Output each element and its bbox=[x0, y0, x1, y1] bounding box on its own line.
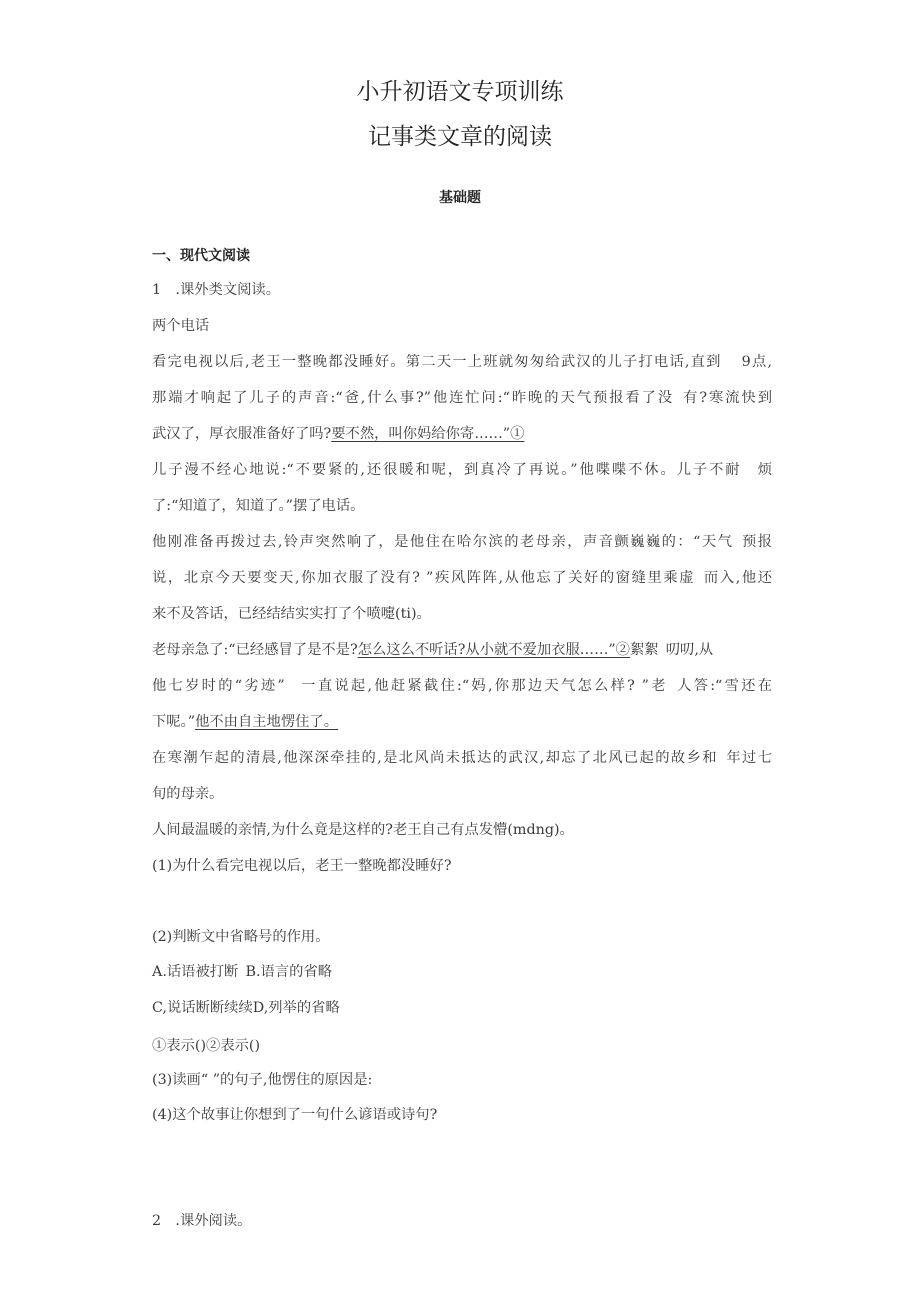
underlined-sentence-2: 怎么这么不听话?从小就不爱加衣服……”② bbox=[357, 642, 630, 658]
section-heading: 一、现代文阅读 bbox=[152, 248, 250, 264]
paragraph-4-text-c: 下呢。” bbox=[152, 714, 196, 730]
paragraph-1-line-1: 看完电视以后,老王一整晚都没睡好。第二天一上班就匆匆给武汉的儿子打电话,直到 9点, bbox=[152, 354, 772, 370]
paragraph-2-line-2: 了:“知道了，知道了。”摆了电话。 bbox=[152, 498, 365, 514]
underlined-sentence-1: 要不然，叫你妈给你寄……”① bbox=[331, 426, 525, 442]
difficulty-heading: 基础题 bbox=[439, 190, 481, 206]
paragraph-3-line-2: 说，北京今天要变天,你加衣服了没有? ”疾风阵阵,从他忘了关好的窗缝里乘虚 而入,他还 bbox=[152, 570, 772, 586]
question-2-label: 2 .课外阅读。 bbox=[152, 1213, 252, 1229]
question-1-label: 1 .课外类文阅读。 bbox=[152, 282, 281, 298]
question-1-2: (2)判断文中省略号的作用。 bbox=[152, 929, 330, 945]
paragraph-2-line-1: 儿子漫不经心地说:“不要紧的,还很暖和呢，到真冷了再说。”他喋喋不休。儿子不耐 烦 bbox=[152, 462, 772, 478]
question-1-4: (4)这个故事让你想到了一句什么谚语或诗句? bbox=[152, 1107, 438, 1123]
paragraph-4-text-a: 老母亲急了:“已经感冒了是不是? bbox=[152, 642, 358, 658]
paragraph-4-line-1 bbox=[152, 640, 772, 660]
paragraph-4-line-3 bbox=[152, 712, 772, 732]
paragraph-5-line-1: 在寒潮乍起的清晨,他深深牵挂的,是北风尚未抵达的武汉,却忘了北风已起的故乡和 年过七 bbox=[152, 750, 772, 766]
paragraph-3-line-1: 他刚准备再拨过去,铃声突然响了，是他住在哈尔滨的老母亲，声音颤巍巍的：“天气 预报 bbox=[152, 534, 772, 550]
underlined-sentence-3: 他不由自主地愣住了。 bbox=[195, 714, 339, 730]
document-subtitle: 记事类文章的阅读 bbox=[368, 124, 552, 150]
paragraph-1-line-3 bbox=[152, 424, 772, 444]
paragraph-5-line-2: 旬的母亲。 bbox=[152, 786, 224, 802]
paragraph-6: 人间最温暖的亲情,为什么竟是这样的?老王自己有点发懵(mdng)。 bbox=[152, 822, 574, 838]
paragraph-3-line-3: 来不及答话，已经结结实实打了个喷嚏(ti)。 bbox=[152, 606, 431, 622]
question-1-3: (3)读画“ ”的句子,他愣住的原因是: bbox=[152, 1072, 373, 1088]
question-1-1: (1)为什么看完电视以后，老王一整晚都没睡好? bbox=[152, 858, 452, 874]
paragraph-1-line-2: 那端才响起了儿子的声音:“爸,什么事?”他连忙问:“昨晚的天气预报看了没 有?寒流快到 bbox=[152, 390, 772, 406]
options-c-d: C,说话断断续续D,列举的省略 bbox=[152, 1000, 340, 1016]
paragraph-1-text: 武汉了，厚衣服准备好了吗? bbox=[152, 426, 332, 442]
options-a-b: A.话语被打断 B.语言的省略 bbox=[152, 964, 333, 980]
document-title: 小升初语文专项训练 bbox=[356, 79, 564, 105]
answer-blanks: ①表示()②表示() bbox=[152, 1038, 261, 1054]
paragraph-4-line-2: 他七岁时的“劣迹” 一直说起,他赶紧截住:“妈,你那边天气怎么样? ”老 人答:“雪还在 bbox=[152, 678, 772, 694]
paragraph-4-text-b: 絮絮 叨叨,从 bbox=[629, 642, 714, 658]
story-title: 两个电话 bbox=[152, 318, 210, 334]
